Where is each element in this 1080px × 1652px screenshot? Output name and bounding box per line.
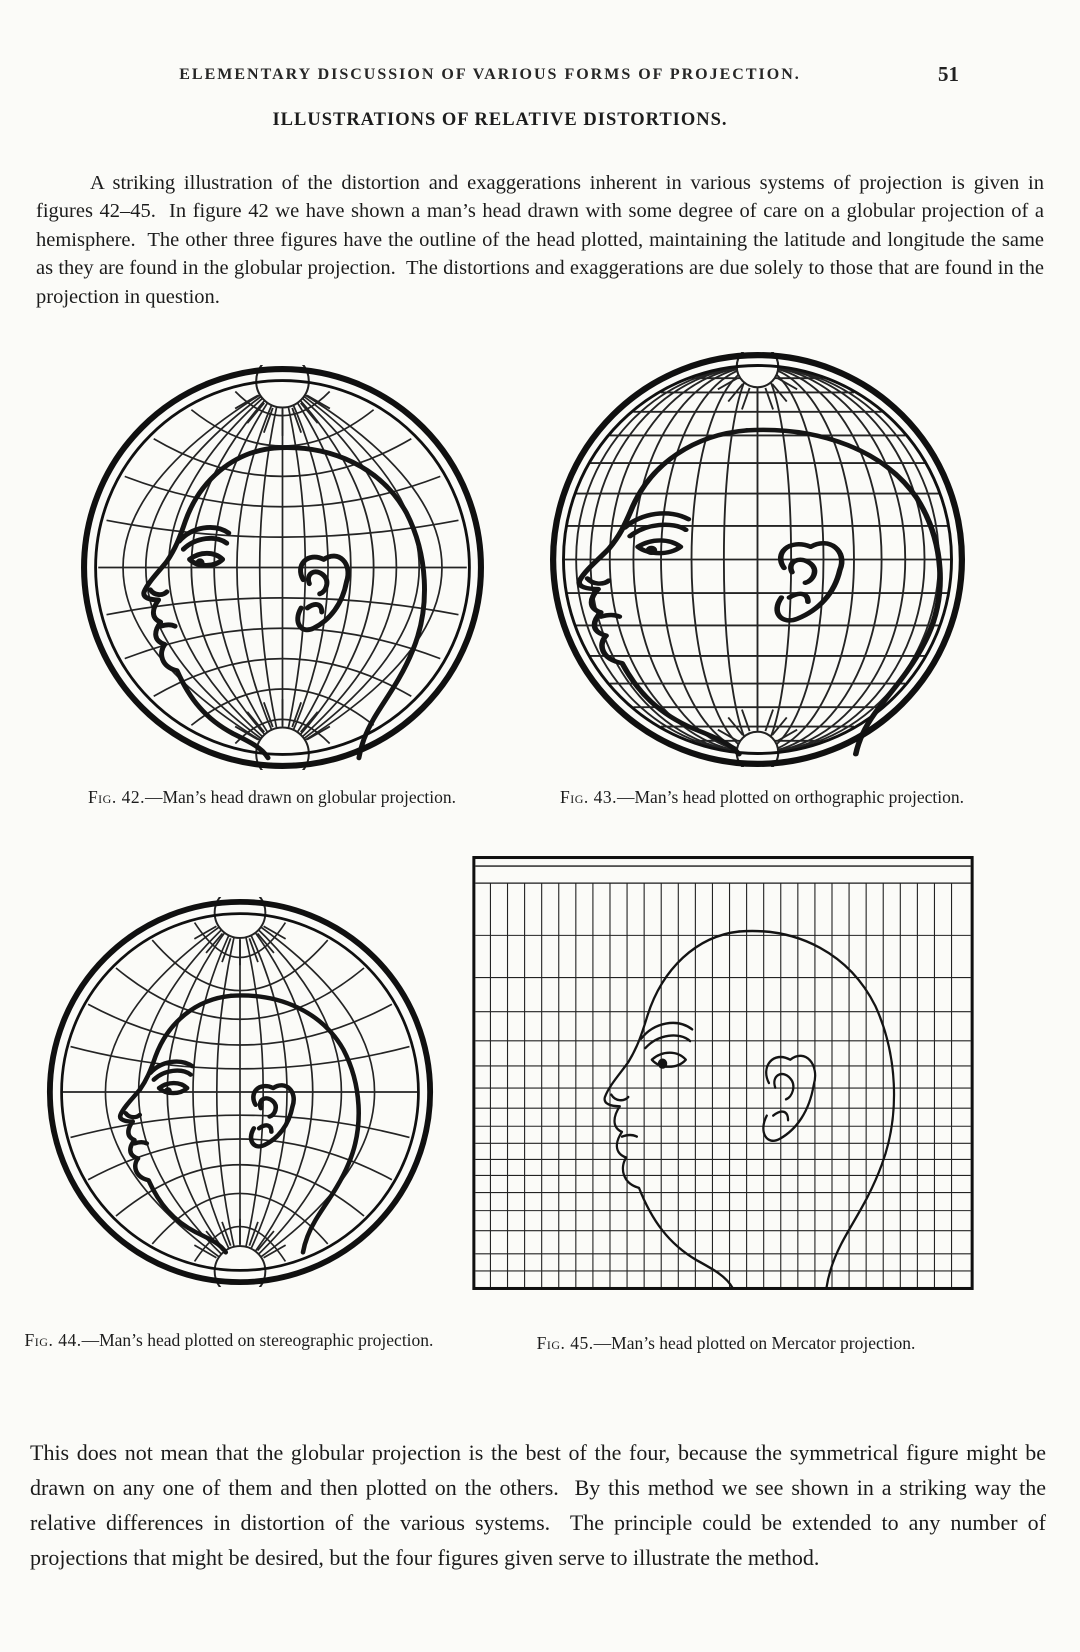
figure-42-label: Fig. 42.	[87, 787, 145, 807]
running-header: ELEMENTARY DISCUSSION OF VARIOUS FORMS OF PROJECTION.	[179, 66, 801, 83]
figure-44-label: Fig. 44.	[24, 1330, 82, 1350]
figure-44-caption	[0, 1329, 458, 1352]
figure-43-caption	[533, 786, 991, 809]
figure-42-caption-text: —Man’s head drawn on globular projection.	[144, 787, 457, 807]
figure-45-mercator-projection	[468, 853, 978, 1293]
figure-45-caption-text: —Man’s head plotted on Mercator projection.	[593, 1333, 916, 1353]
figure-42-globular-projection	[80, 365, 485, 770]
figure-44-caption-text: —Man’s head plotted on stereographic projection.	[81, 1330, 434, 1350]
figure-45-caption	[487, 1332, 965, 1355]
head-profile-mercator	[605, 931, 894, 1288]
figure-43-orthographic-projection	[550, 352, 965, 767]
page-number: 51	[938, 62, 959, 86]
closing-paragraph: This does not mean that the globular projection is the best of the four, because the symmetrical figure might be drawn on any one of them and then plotted on the others. By this method we see shown in a striking way the relative differences in distortion of the various systems. The principle could be extended to any number of projections that might be desired, but the four figures given serve to illustrate the method.	[30, 1440, 1052, 1570]
figure-44-stereographic-projection	[45, 897, 435, 1287]
figure-45-label: Fig. 45.	[536, 1333, 594, 1353]
intro-paragraph: A striking illustration of the distortion and exaggerations inherent in various systems of projection is given in figures 42–45. In figure 42 we have shown a man’s head drawn with some degree of care on a globular projection of a hemisphere. The other three figures have the outline of the head plotted, maintaining the latitude and longitude the same as they are found in the globular projection. The distortions and exaggerations are due solely to those that are found in the projection in question.	[36, 171, 1050, 308]
section-title: ILLUSTRATIONS OF RELATIVE DISTORTIONS.	[272, 110, 728, 130]
figure-42-caption	[58, 786, 486, 809]
figure-43-label: Fig. 43.	[559, 787, 617, 807]
figure-43-caption-text: —Man’s head plotted on orthographic projection.	[617, 787, 965, 807]
